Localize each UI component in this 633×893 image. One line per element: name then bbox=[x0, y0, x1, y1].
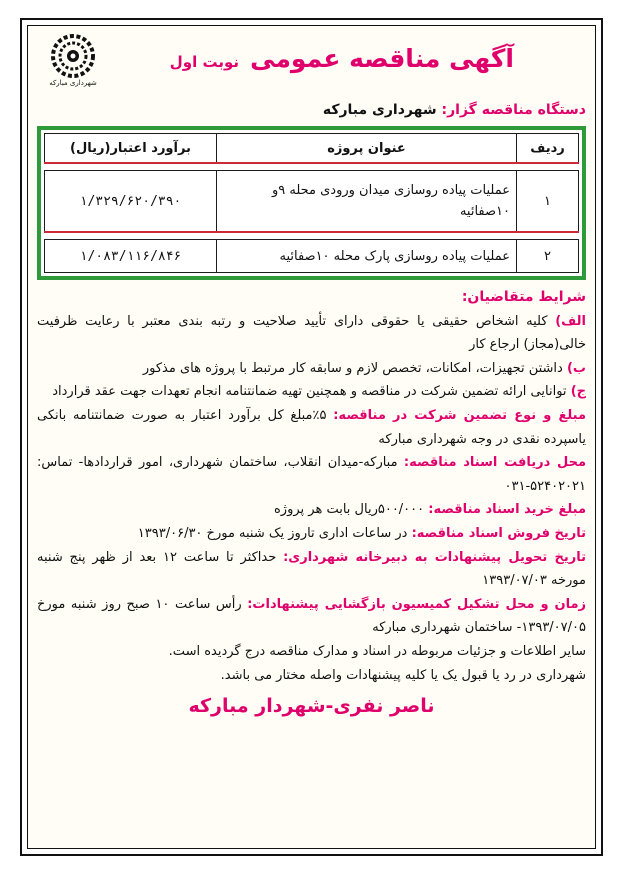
notice-round: نوبت اول bbox=[169, 53, 240, 71]
condition-text: کلیه اشخاص حقیقی یا حقوقی دارای تأیید صلاحیت و رتبه بندی معتبر با رعایت ظرفیت خالی(مجاز) ارجاع کار bbox=[37, 313, 586, 353]
detail-text: در ساعات اداری تاروز یک شنبه مورخ ۱۳۹۳/۰۶/۳۰ bbox=[137, 525, 408, 541]
note-line: سایر اطلاعات و جزئیات مربوطه در اسناد و مدارک مناقصه درج گردیده است. bbox=[168, 643, 586, 659]
notice-title: آگهی مناقصه عمومی bbox=[250, 44, 514, 73]
detail-text: مبارکه-میدان انقلاب، ساختمان شهرداری، امور قراردادها- تماس: ۵۲۴۰۲۰۲۱-۰۳۱ bbox=[37, 455, 586, 494]
table-header-row bbox=[45, 134, 579, 164]
row-separator bbox=[45, 163, 579, 171]
row-budget: ۱/۰۸۳/۱۱۶/۸۴۶ bbox=[45, 240, 217, 273]
table-row bbox=[45, 240, 579, 273]
detail-text: رأس ساعت ۱۰ صبح روز شنبه مورخ ۱۳۹۳/۰۷/۰۵- ساختمان شهرداری مبارکه bbox=[37, 596, 586, 636]
table-row bbox=[45, 171, 579, 233]
municipality-logo bbox=[37, 34, 109, 98]
row-project-title: عملیات پیاده روسازی میدان ورودی محله ۹و ۱۰صفائیه bbox=[217, 171, 517, 233]
row-index: ۲ bbox=[517, 240, 579, 273]
notice-body bbox=[37, 286, 586, 687]
notice-header bbox=[37, 30, 586, 100]
row-index: ۱ bbox=[517, 171, 579, 233]
condition-text: داشتن تجهیزات، امکانات، تخصص لازم و سابقه کار مرتبط با پروژه های مذکور bbox=[142, 360, 563, 376]
logo-caption: شهرداری مبارکه bbox=[49, 79, 97, 87]
organizer-value: شهرداری مبارکه bbox=[322, 102, 437, 118]
detail-documents-price bbox=[37, 498, 586, 522]
title-block bbox=[170, 44, 514, 73]
detail-label: تاریخ تحویل پیشنهادات به دبیرخانه شهرداری: bbox=[283, 549, 586, 565]
detail-text: حداکثر تا ساعت ۱۲ بعد از ظهر پنج شنبه مورخه ۱۳۹۳/۰۷/۰۳ bbox=[37, 549, 586, 589]
detail-label: تاریخ فروش اسناد مناقصه: bbox=[411, 525, 586, 541]
condition-label: ج) bbox=[570, 384, 586, 400]
detail-commission bbox=[37, 593, 586, 640]
detail-label: زمان و محل تشکیل کمیسیون بازگشایی پیشنهادات: bbox=[247, 596, 586, 612]
detail-sale-date bbox=[37, 522, 586, 546]
detail-guarantee bbox=[37, 404, 586, 451]
condition-label: الف) bbox=[555, 313, 586, 329]
detail-text: ۵۰۰/۰۰۰ریال بابت هر پروژه bbox=[274, 502, 425, 518]
detail-documents-location bbox=[37, 451, 586, 498]
logo-emblem-icon bbox=[51, 34, 95, 78]
row-budget: ۱/۳۲۹/۶۲۰/۳۹۰ bbox=[45, 171, 217, 233]
detail-label: محل دریافت اسناد مناقصه: bbox=[403, 455, 586, 471]
header-budget: برآورد اعتبار(ریال) bbox=[45, 134, 217, 164]
condition-text: توانایی ارائه تضمین شرکت در مناقصه و همچنین تهیه ضمانتنامه انجام تعهدات جهت عقد قرارداد bbox=[52, 384, 567, 400]
organizer-line bbox=[37, 100, 586, 120]
projects-table-box bbox=[37, 126, 586, 280]
conditions-title: شرایط متقاضیان: bbox=[461, 289, 586, 305]
detail-label: مبلغ خرید اسناد مناقصه: bbox=[428, 502, 586, 518]
detail-label: مبلغ و نوع تضمین شرکت در مناقصه: bbox=[333, 407, 587, 423]
row-separator bbox=[45, 232, 579, 240]
row-project-title: عملیات پیاده روسازی پارک محله ۱۰صفائیه bbox=[217, 240, 517, 273]
condition-item bbox=[37, 357, 586, 381]
condition-item bbox=[37, 310, 586, 357]
detail-delivery-date bbox=[37, 546, 586, 593]
detail-text: ۵٪مبلغ کل برآورد اعتبار به صورت ضمانتنامه بانکی یاسپرده نقدی در وجه شهرداری مبارکه bbox=[37, 407, 586, 447]
header-index: ردیف bbox=[517, 134, 579, 164]
organizer-label: دستگاه مناقصه گزار: bbox=[441, 102, 586, 118]
projects-table bbox=[44, 133, 579, 273]
condition-item bbox=[37, 380, 586, 404]
tender-notice bbox=[37, 30, 586, 845]
header-project-title: عنوان پروژه bbox=[217, 134, 517, 164]
mayor-signature: ناصر نفری-شهردار مبارکه bbox=[188, 695, 435, 718]
condition-label: ب) bbox=[566, 360, 586, 376]
note-line: شهرداری در رد یا قبول یک یا کلیه پیشنهادات واصله مختار می باشد. bbox=[220, 667, 586, 683]
